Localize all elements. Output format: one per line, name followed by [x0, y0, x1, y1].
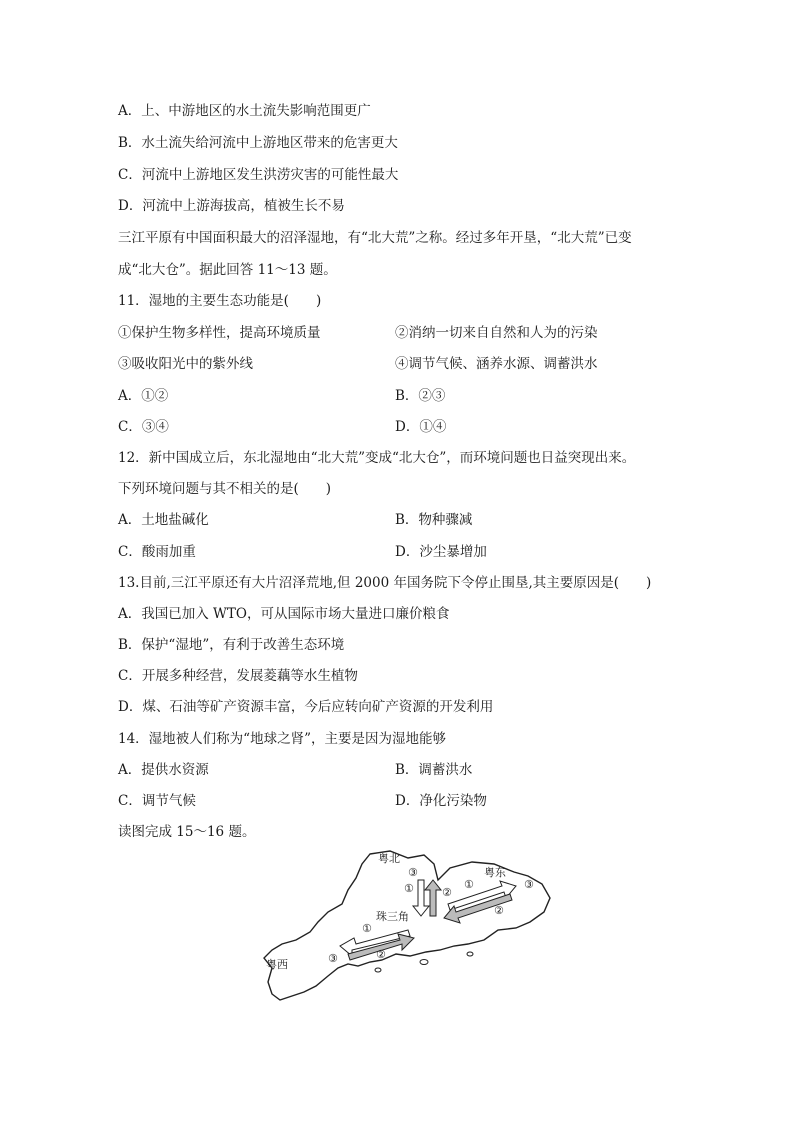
num-west-2: ②: [376, 948, 386, 961]
q11-option-b: B．②③: [395, 388, 446, 404]
arrow-north-up: [425, 880, 441, 916]
q11-statement-1: ①保护生物多样性，提高环境质量: [118, 325, 321, 341]
label-yuedong: 粤东: [484, 866, 506, 879]
q10-option-b: B．水土流失给河流中上游地区带来的危害更大: [118, 135, 398, 151]
q12-stem-line-1: 12．新中国成立后，东北湿地由“北大荒”变成“北大仓”，而环境问题也日益突现出来。: [118, 450, 636, 466]
q11-option-c: C．③④: [118, 419, 169, 435]
q13-option-d: D．煤、石油等矿产资源丰富，今后应转向矿产资源的开发利用: [118, 699, 494, 715]
island: [375, 968, 381, 972]
guangdong-map-figure: [258, 846, 558, 1008]
q12-stem-line-2: 下列环境问题与其不相关的是( ): [118, 481, 332, 497]
arrow-north-down: [413, 880, 429, 916]
label-yuexi: 粤西: [266, 958, 288, 971]
q12-option-a: A．土地盐碱化: [118, 512, 209, 528]
island: [467, 952, 473, 956]
q13-stem: 13.目前,三江平原还有大片沼泽荒地,但 2000 年国务院下令停止围垦,其主要原因是( ): [118, 575, 652, 591]
q11-stem: 11．湿地的主要生态功能是( ): [118, 293, 322, 309]
q11-option-d: D．①④: [395, 419, 447, 435]
q13-option-b: B．保护“湿地”，有利于改善生态环境: [118, 637, 345, 653]
num-east-1: ①: [464, 878, 474, 891]
q14-option-c: C．调节气候: [118, 793, 196, 809]
num-east-3: ③: [524, 878, 534, 891]
passage-line-2: 成“北大仓”。据此回答 11～13 题。: [118, 262, 337, 278]
q11-statement-3: ③吸收阳光中的紫外线: [118, 356, 253, 372]
q10-option-a: A．上、中游地区的水土流失影响范围更广: [118, 103, 371, 119]
q12-option-d: D．沙尘暴增加: [395, 544, 487, 560]
q10-option-d: D．河流中上游海拔高，植被生长不易: [118, 198, 345, 214]
num-north-3: ③: [408, 866, 418, 879]
q13-option-c: C．开展多种经营，发展菱藕等水生植物: [118, 668, 358, 684]
num-west-3: ③: [328, 952, 338, 965]
passage-line-1: 三江平原有中国面积最大的沼泽湿地，有“北大荒”之称。经过多年开垦，“北大荒”已变: [118, 230, 632, 246]
num-east-2: ②: [494, 904, 504, 917]
q14-option-d: D．净化污染物: [395, 793, 487, 809]
island: [420, 960, 428, 965]
q11-option-a: A．①②: [118, 388, 169, 404]
q13-option-a: A．我国已加入 WTO，可从国际市场大量进口廉价粮食: [118, 606, 450, 622]
label-zhusanjiao: 珠三角: [376, 910, 409, 923]
read-map-instruction: 读图完成 15～16 题。: [118, 824, 256, 840]
q12-option-c: C．酸雨加重: [118, 544, 196, 560]
q11-statement-2: ②消纳一切来自自然和人为的污染: [395, 325, 598, 341]
q14-option-a: A．提供水资源: [118, 762, 209, 778]
q10-option-c: C．河流中上游地区发生洪涝灾害的可能性最大: [118, 167, 399, 183]
label-yuebei: 粤北: [378, 852, 400, 865]
q12-option-b: B．物种骤减: [395, 512, 473, 528]
num-north-2: ②: [442, 886, 452, 899]
num-west-1: ①: [362, 922, 372, 935]
province-outline: [264, 851, 550, 1000]
q14-stem: 14．湿地被人们称为“地球之肾”，主要是因为湿地能够: [118, 731, 446, 747]
q14-option-b: B．调蓄洪水: [395, 762, 473, 778]
q11-statement-4: ④调节气候、涵养水源、调蓄洪水: [395, 356, 598, 372]
num-north-1: ①: [404, 882, 414, 895]
